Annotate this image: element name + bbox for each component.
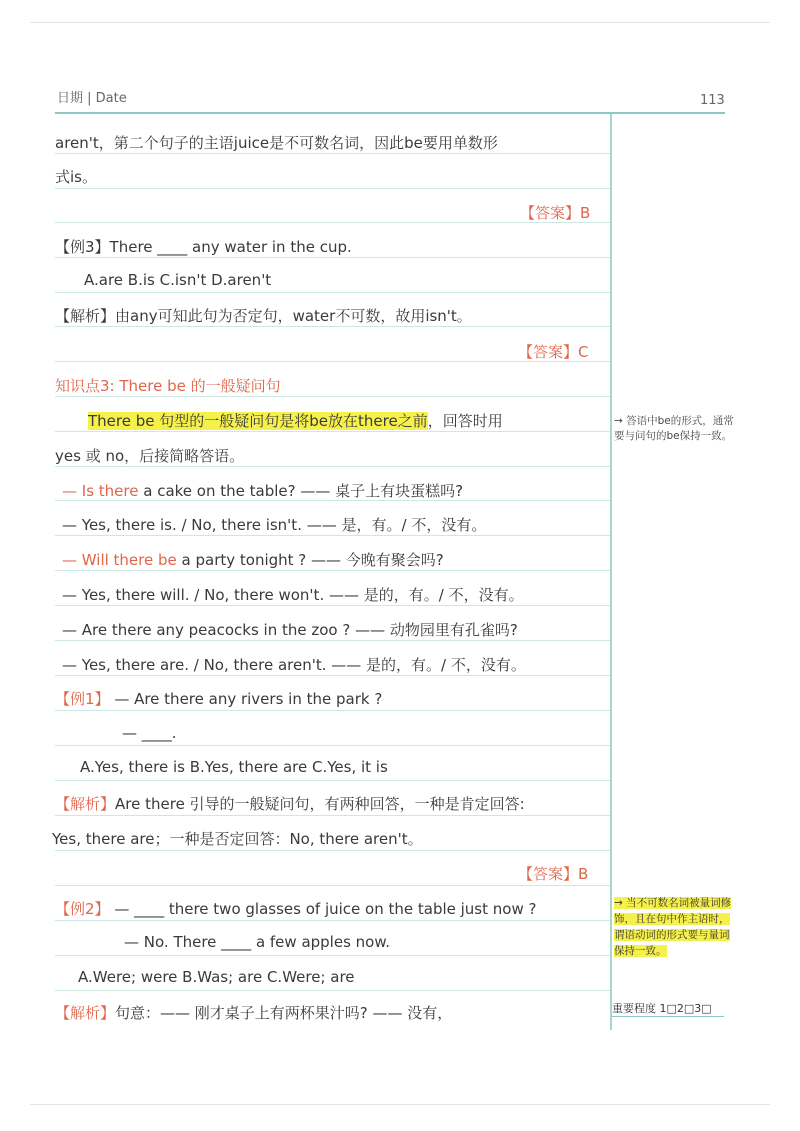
answer-options: A.are B.is C.isn't D.aren't (84, 271, 272, 289)
ruled-line (55, 466, 610, 467)
ruled-line (55, 955, 610, 956)
text-line: yes 或 no，后接简略答语。 (55, 447, 245, 465)
example-label: 【例1】 (55, 690, 110, 708)
analysis-label: 【解析】 (55, 1004, 116, 1022)
answer-label: 【答案】B (520, 204, 591, 222)
highlighted-phrase: — Will there be (62, 551, 177, 569)
ruled-line (55, 640, 610, 641)
ruled-line (55, 605, 610, 606)
text-fragment: a party tonight ? —— 今晚有聚会吗? (176, 551, 444, 569)
ruled-line (55, 431, 610, 432)
example-question (55, 898, 536, 919)
ruled-line (55, 570, 610, 571)
ruled-line (55, 885, 610, 886)
dialogue-line: — Yes, there will. / No, there won't. —— 是的，有。/ 不，没有。 (62, 586, 524, 604)
text-line: aren't，第二个句子的主语juice是不可数名词，因此be要用单数形 (55, 134, 498, 152)
text-fragment: — Are there any rivers in the park ? (109, 690, 383, 708)
analysis-line (55, 793, 525, 814)
footer-rule (612, 1016, 724, 1017)
highlighted-text: There be 句型的一般疑问句是将be放在there之前 (88, 412, 428, 430)
text-line: — No. There ____ a few apples now. (124, 933, 391, 951)
dialogue-line: — Are there any peacocks in the zoo ? —— 动物园里有孔雀吗? (62, 621, 518, 639)
text-fragment: Are there 引导的一般疑问句，有两种回答，一种是肯定回答: (115, 795, 525, 813)
margin-divider (610, 114, 612, 1030)
importance-rating: 重要程度 1□2□3□ (612, 1002, 712, 1015)
ruled-line (55, 326, 610, 327)
ruled-line (55, 188, 610, 189)
ruled-line (55, 780, 610, 781)
ruled-line (55, 815, 610, 816)
text-fragment: — ____ there two glasses of juice on the table just now ? (109, 900, 537, 918)
dialogue-line (62, 549, 444, 570)
answer-options: A.Were; were B.Was; are C.Were; are (78, 968, 355, 986)
page-number: 113 (700, 93, 725, 108)
ruled-line (55, 920, 610, 921)
ruled-line (55, 153, 610, 154)
ruled-line (55, 396, 610, 397)
answer-options: A.Yes, there is B.Yes, there are C.Yes, it is (80, 758, 388, 776)
header-rule (55, 112, 725, 114)
ruled-line (55, 990, 610, 991)
text-fragment: a cake on the table? —— 桌子上有块蛋糕吗? (138, 482, 464, 500)
top-border (30, 22, 770, 23)
text-line: Yes, there are；一种是否定回答：No, there aren't。 (52, 830, 423, 848)
example-question (55, 688, 382, 709)
example-question: 【例3】There ____ any water in the cup. (55, 238, 352, 256)
margin-note-highlighted (614, 895, 732, 959)
dialogue-line: — Yes, there is. / No, there isn't. —— 是，有。/ 不，没有。 (62, 516, 487, 534)
ruled-line (55, 257, 610, 258)
answer-label: 【答案】C (518, 343, 589, 361)
text-fragment: ，回答时用 (427, 412, 503, 430)
text-line: 式is。 (55, 168, 97, 186)
ruled-line (55, 850, 610, 851)
highlighted-phrase: — Is there (62, 482, 139, 500)
ruled-line (55, 745, 610, 746)
ruled-line (55, 710, 610, 711)
ruled-line (55, 535, 610, 536)
answer-blank: — ____. (122, 724, 177, 742)
section-heading: 知识点3: There be 的一般疑问句 (55, 377, 281, 395)
analysis-line (55, 1002, 452, 1023)
example-label: 【例2】 (55, 900, 110, 918)
dialogue-line: — Yes, there are. / No, there aren't. —— 是的，有。/ 不，没有。 (62, 656, 526, 674)
dialogue-line (62, 480, 463, 501)
date-label: 日期 | Date (57, 91, 127, 106)
bottom-border (30, 1104, 770, 1105)
text-fragment: 句意：—— 刚才桌子上有两杯果汁吗? —— 没有， (115, 1004, 453, 1022)
analysis-label: 【解析】 (55, 795, 116, 813)
answer-label: 【答案】B (518, 865, 589, 883)
text-line (88, 410, 503, 431)
ruled-line (55, 675, 610, 676)
highlighted-note: → 当不可数名词被量词修饰，且在句中作主语时，谓语动词的形式要与量词保持一致。 (614, 897, 732, 957)
ruled-line (55, 292, 610, 293)
analysis-line: 【解析】由any可知此句为否定句，water不可数，故用isn't。 (55, 307, 472, 325)
margin-note: → 答语中be的形式，通常要与问句的be保持一致。 (614, 415, 734, 442)
